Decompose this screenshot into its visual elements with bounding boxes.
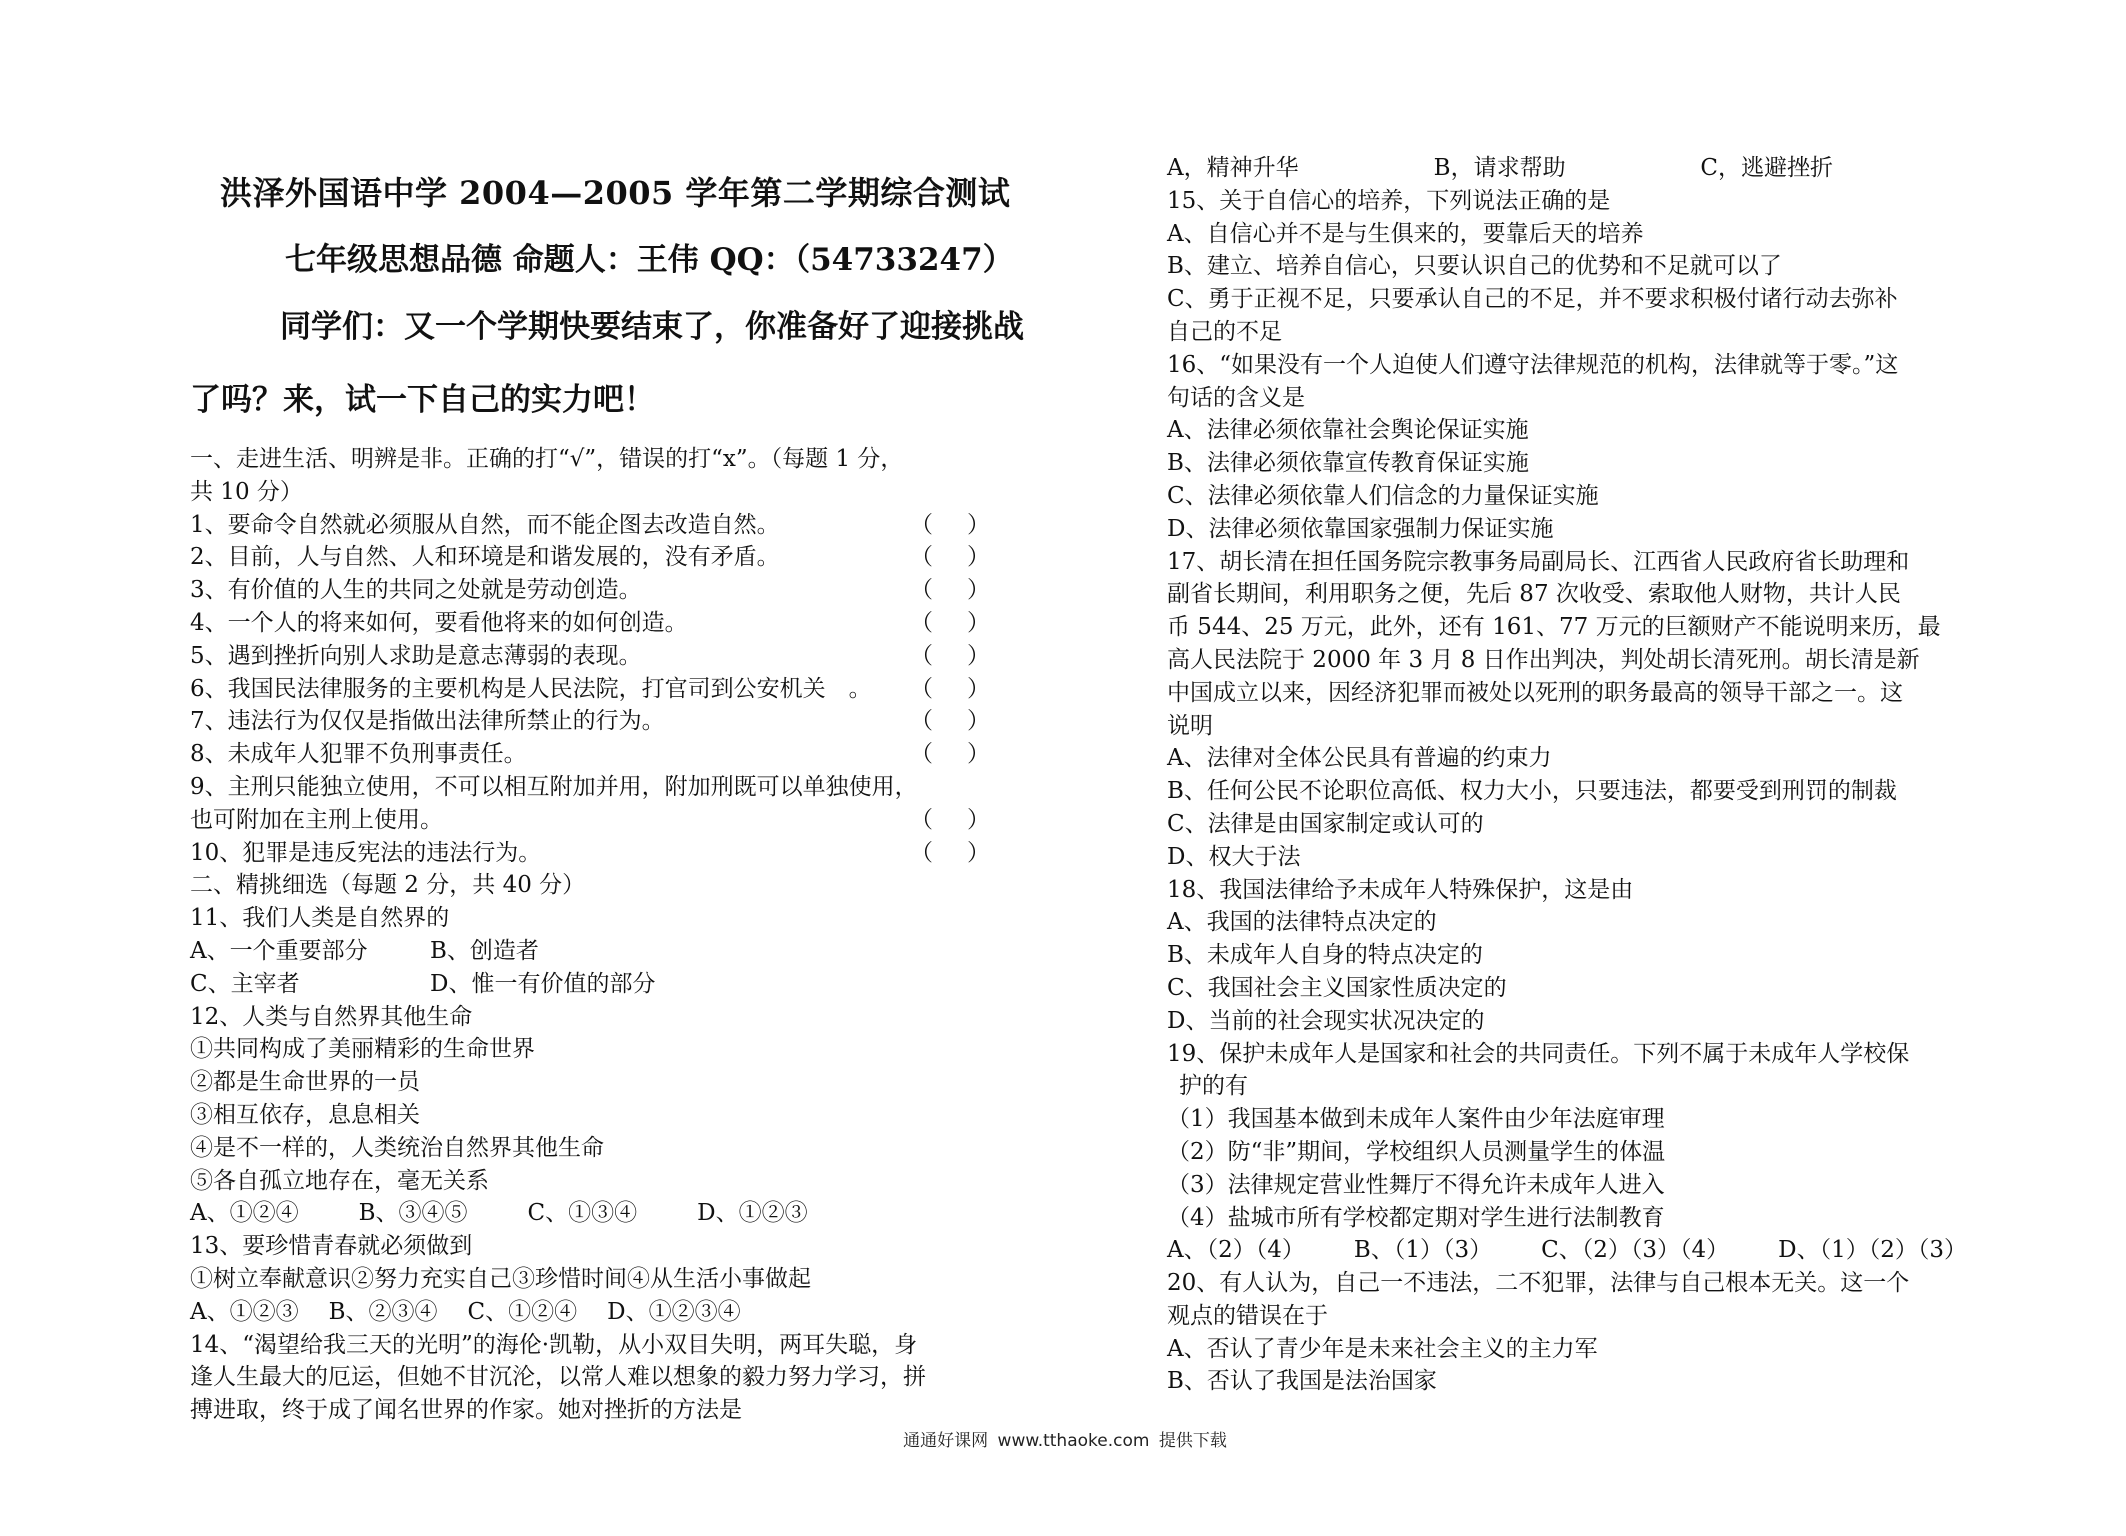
tf-item-text: 5、遇到挫折向别人求助是意志薄弱的表现。 <box>190 642 642 669</box>
q14-line2: 逢人生最大的厄运，但她不甘沉沦，以常人难以想象的毅力努力学习，拼 <box>190 1364 926 1391</box>
q17-line5: 中国成立以来，因经济犯罪而被处以死刑的职务最高的领导干部之一。这 <box>1167 679 1903 706</box>
intro-line-2: 了吗？来，试一下自己的实力吧！ <box>190 382 655 418</box>
q17-line4: 高人民法院于 2000 年 3 月 8 日作出判决，判处胡长清死刑。胡长清是新 <box>1167 646 1920 673</box>
q14-line3: 搏进取，终于成了闻名世界的作家。她对挫折的方法是 <box>190 1397 742 1424</box>
q19-statement-4: （4）盐城市所有学校都定期对学生进行法制教育 <box>1167 1204 1665 1231</box>
q12-option-c[interactable]: C、①③④ <box>527 1200 638 1227</box>
tf-item-3: 3、有价值的人生的共同之处就是劳动创造。 （ ） <box>190 574 990 607</box>
tf-item-9-line1: 9、主刑只能独立使用，不可以相互附加并用，附加刑既可以单独使用， <box>190 773 918 800</box>
q16-option-b[interactable]: B、法律必须依靠宣传教育保证实施 <box>1167 450 1529 477</box>
q19-option-c[interactable]: C、（2）（3）（4） <box>1541 1237 1730 1264</box>
q11-stem: 11、我们人类是自然界的 <box>190 905 450 932</box>
section1-heading-cont: 共 10 分） <box>190 478 303 505</box>
tf-item-1: 1、要命令自然就必须服从自然，而不能企图去改造自然。 （ ） <box>190 509 990 542</box>
q11-option-b[interactable]: B、创造者 <box>430 937 539 964</box>
q12-stem: 12、人类与自然界其他生命 <box>190 1003 473 1030</box>
tf-item-text: 7、违法行为仅仅是指做出法律所禁止的行为。 <box>190 708 665 735</box>
q17-line6: 说明 <box>1167 712 1213 739</box>
q16-line1: 16、“如果没有一个人迫使人们遵守法律规范的机构，法律就等于零。”这 <box>1167 351 1899 378</box>
tf-item-text: 也可附加在主刑上使用。 <box>190 806 443 833</box>
exam-title: 洪泽外国语中学 2004—2005 学年第二学期综合测试 <box>220 174 1011 212</box>
tf-item-text: 2、目前，人与自然、人和环境是和谐发展的，没有矛盾。 <box>190 544 780 571</box>
q12-statement-2: ②都是生命世界的一员 <box>190 1069 420 1096</box>
tf-item-10: 10、犯罪是违反宪法的违法行为。 （ ） <box>190 837 990 870</box>
q12-option-d[interactable]: D、①②③ <box>697 1200 808 1227</box>
q18-stem: 18、我国法律给予未成年人特殊保护，这是由 <box>1167 876 1634 903</box>
q12-options <box>190 1197 990 1230</box>
q12-statement-4: ④是不一样的，人类统治自然界其他生命 <box>190 1134 604 1161</box>
q13-statements: ①树立奉献意识②努力充实自己③珍惜时间④从生活小事做起 <box>190 1265 811 1292</box>
q19-options <box>1167 1234 1967 1267</box>
right-column <box>1167 152 1967 1398</box>
q12-statement-3: ③相互依存，息息相关 <box>190 1101 420 1128</box>
q12-option-b[interactable]: B、③④⑤ <box>358 1200 468 1227</box>
q16-line2: 句话的含义是 <box>1167 384 1305 411</box>
q14-option-a[interactable]: A，精神升华 <box>1167 155 1299 181</box>
q15-stem: 15、关于自信心的培养，下列说法正确的是 <box>1167 187 1611 214</box>
q19-statement-1: （1）我国基本做到未成年人案件由少年法庭审理 <box>1167 1106 1665 1133</box>
q20-option-a[interactable]: A、否认了青少年是未来社会主义的主力军 <box>1167 1335 1598 1362</box>
tf-item-4: 4、一个人的将来如何，要看他将来的如何创造。 （ ） <box>190 607 990 640</box>
q14-option-b[interactable]: B，请求帮助 <box>1433 155 1566 181</box>
tf-item-7: 7、违法行为仅仅是指做出法律所禁止的行为。 （ ） <box>190 705 990 738</box>
q16-option-a[interactable]: A、法律必须依靠社会舆论保证实施 <box>1167 417 1529 444</box>
page-footer <box>0 1426 2126 1451</box>
q14-line1: 14、“渴望给我三天的光明”的海伦·凯勒，从小双目失明，两耳失聪，身 <box>190 1331 918 1358</box>
footer-suffix: 提供下载 <box>1158 1431 1227 1451</box>
q14-option-c[interactable]: C，逃避挫折 <box>1700 155 1833 181</box>
q18-option-a[interactable]: A、我国的法律特点决定的 <box>1167 909 1437 936</box>
q13-option-d[interactable]: D、①②③④ <box>607 1298 741 1325</box>
q12-option-a[interactable]: A、①②④ <box>190 1200 299 1227</box>
q16-option-c[interactable]: C、法律必须依靠人们信念的力量保证实施 <box>1167 482 1599 509</box>
q19-option-b[interactable]: B、（1）（3） <box>1353 1237 1493 1264</box>
tf-item-8: 8、未成年人犯罪不负刑事责任。 （ ） <box>190 738 990 771</box>
q17-option-c[interactable]: C、法律是由国家制定或认可的 <box>1167 810 1484 837</box>
q11-option-c[interactable]: C、主宰者 <box>190 970 300 997</box>
q11-options-cd <box>190 968 990 1001</box>
left-column <box>190 148 1024 1427</box>
q11-option-d[interactable]: D、惟一有价值的部分 <box>430 970 656 997</box>
q13-option-a[interactable]: A、①②③ <box>190 1298 299 1325</box>
q19-option-a[interactable]: A、（2）（4） <box>1167 1237 1305 1264</box>
q19-line1: 19、保护未成年人是国家和社会的共同责任。下列不属于未成年人学校保 <box>1167 1040 1910 1067</box>
tf-item-6: 6、我国民法律服务的主要机构是人民法院，打官司到公安机关 。 （ ） <box>190 673 990 706</box>
tf-item-text: 8、未成年人犯罪不负刑事责任。 <box>190 741 527 768</box>
tf-item-2: 2、目前，人与自然、人和环境是和谐发展的，没有矛盾。 （ ） <box>190 541 990 574</box>
q12-statement-1: ①共同构成了美丽精彩的生命世界 <box>190 1036 535 1063</box>
tf-item-text: 4、一个人的将来如何，要看他将来的如何创造。 <box>190 609 688 636</box>
q15-option-c[interactable]: C、勇于正视不足，只要承认自己的不足，并不要求积极付诸行动去弥补 <box>1167 286 1898 313</box>
q19-statement-3: （3）法律规定营业性舞厅不得允许未成年人进入 <box>1167 1171 1665 1198</box>
q13-options <box>190 1296 990 1329</box>
q17-line3: 币 544、25 万元，此外，还有 161、77 万元的巨额财产不能说明来历，最 <box>1167 614 1941 641</box>
q15-option-a[interactable]: A、自信心并不是与生俱来的，要靠后天的培养 <box>1167 220 1644 247</box>
footer-site-name: 通通好课网 <box>903 1431 989 1451</box>
q12-statement-5: ⑤各自孤立地存在，毫无关系 <box>190 1167 489 1194</box>
q11-options-ab <box>190 935 990 968</box>
tf-item-text: 1、要命令自然就必须服从自然，而不能企图去改造自然。 <box>190 511 780 538</box>
q20-line2: 观点的错误在于 <box>1167 1302 1328 1329</box>
q19-option-d[interactable]: D、（1）（2）（3） <box>1778 1237 1967 1264</box>
q11-option-a[interactable]: A、一个重要部分 <box>190 937 368 964</box>
section2-heading: 二、精挑细选（每题 2 分，共 40 分） <box>190 872 586 899</box>
tf-item-text: 10、犯罪是违反宪法的违法行为。 <box>190 839 542 866</box>
q17-line1: 17、胡长清在担任国务院宗教事务局副局长、江西省人民政府省长助理和 <box>1167 548 1910 575</box>
q17-option-a[interactable]: A、法律对全体公民具有普遍的约束力 <box>1167 745 1552 772</box>
q18-option-b[interactable]: B、未成年人自身的特点决定的 <box>1167 942 1483 969</box>
q16-option-d[interactable]: D、法律必须依靠国家强制力保证实施 <box>1167 515 1554 542</box>
tf-item-5: 5、遇到挫折向别人求助是意志薄弱的表现。 （ ） <box>190 640 990 673</box>
q13-option-c[interactable]: C、①②④ <box>467 1298 578 1325</box>
q20-line1: 20、有人认为，自己一不违法，二不犯罪，法律与自己根本无关。这一个 <box>1167 1270 1910 1297</box>
intro-line-1: 同学们：又一个学期快要结束了，你准备好了迎接挑战 <box>280 309 1024 345</box>
q17-option-b[interactable]: B、任何公民不论职位高低、权力大小，只要违法，都要受到刑罚的制裁 <box>1167 778 1897 805</box>
tf-item-text: 6、我国民法律服务的主要机构是人民法院，打官司到公安机关 。 <box>190 675 872 702</box>
q14-options <box>1167 152 1967 185</box>
q19-line2: 护的有 <box>1179 1073 1248 1100</box>
exam-subtitle: 七年级思想品德 命题人：王伟 QQ：（54733247） <box>285 242 1014 278</box>
footer-url[interactable]: www.tthaoke.com <box>997 1431 1150 1451</box>
q13-option-b[interactable]: B、②③④ <box>328 1298 438 1325</box>
tf-item-9: 也可附加在主刑上使用。 （ ） <box>190 804 990 837</box>
q13-stem: 13、要珍惜青春就必须做到 <box>190 1233 473 1260</box>
q17-option-d[interactable]: D、权大于法 <box>1167 843 1301 870</box>
q19-statement-2: （2）防“非”期间，学校组织人员测量学生的体温 <box>1167 1138 1666 1165</box>
q15-option-c-cont: 自己的不足 <box>1167 318 1282 345</box>
q17-line2: 副省长期间，利用职务之便，先后 87 次收受、索取他人财物，共计人民 <box>1167 581 1901 608</box>
q18-option-d[interactable]: D、当前的社会现实状况决定的 <box>1167 1007 1485 1034</box>
q15-option-b[interactable]: B、建立、培养自信心，只要认识自己的优势和不足就可以了 <box>1167 253 1782 280</box>
q20-option-b[interactable]: B、否认了我国是法治国家 <box>1167 1368 1437 1395</box>
tf-item-text: 3、有价值的人生的共同之处就是劳动创造。 <box>190 577 642 604</box>
q18-option-c[interactable]: C、我国社会主义国家性质决定的 <box>1167 974 1507 1001</box>
section1-heading: 一、走进生活、明辨是非。正确的打“√”，错误的打“x”。（每题 1 分， <box>190 446 904 472</box>
